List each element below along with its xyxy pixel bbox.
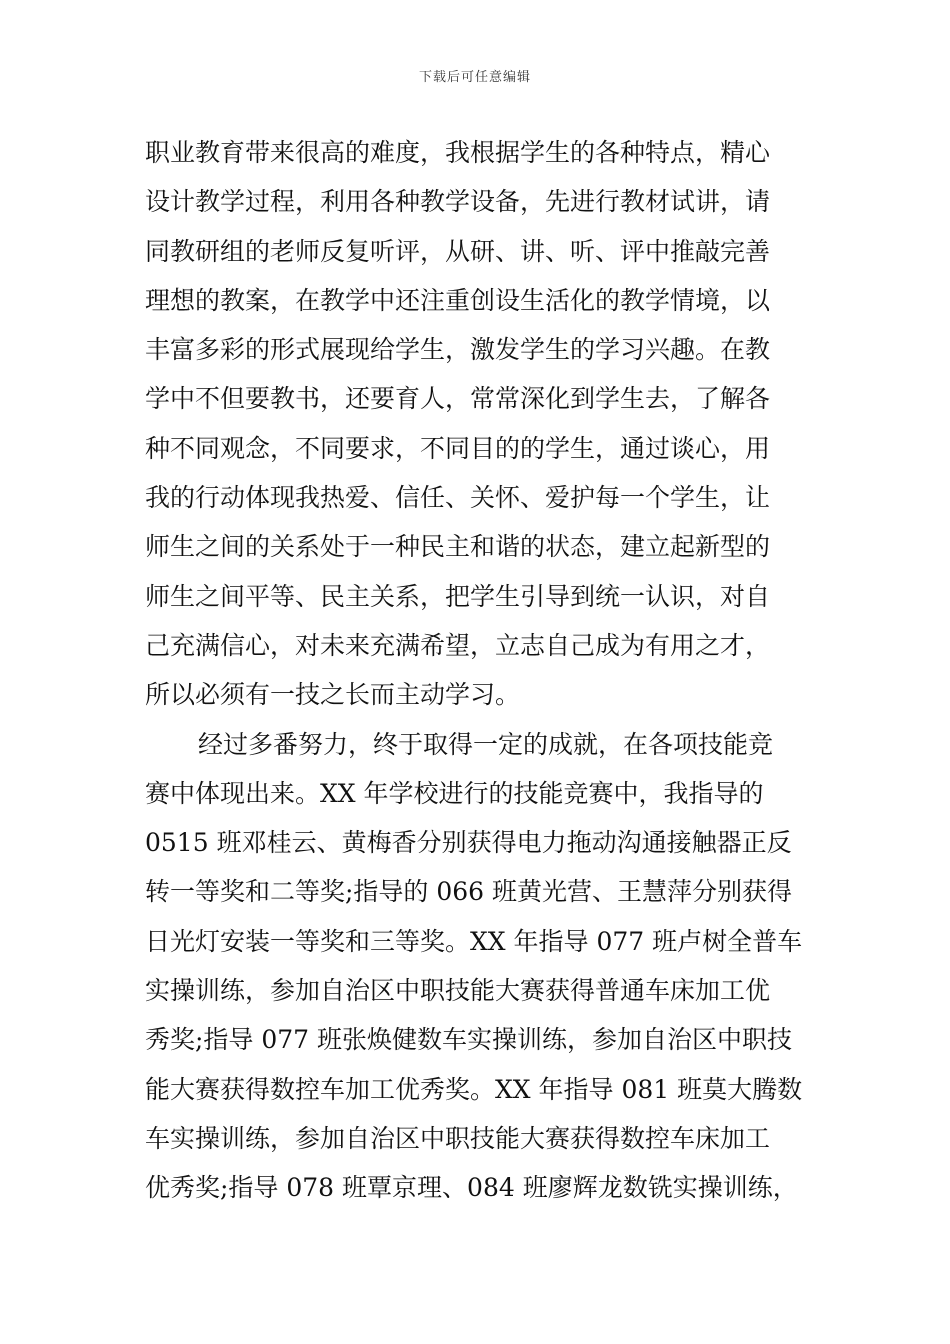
text-line: 转一等奖和二等奖;指导的 066 班黄光营、王慧萍分别获得 [145,877,793,907]
text-line: 能大赛获得数控车加工优秀奖。XX 年指导 081 班莫大腾数 [145,1074,803,1104]
text-line: 0515 班邓桂云、黄梅香分别获得电力拖动沟通接触器正反 [145,828,792,858]
text-line: 我的行动体现我热爱、信任、关怀、爱护每一个学生，让 [145,483,771,513]
text-line: 理想的教案，在教学中还注重创设生活化的教学情境，以 [145,285,771,315]
text-line: 日光灯安装一等奖和三等奖。XX 年指导 077 班卢树全普车 [145,926,803,956]
text-line: 优秀奖;指导 078 班覃京理、084 班廖辉龙数铣实操训练， [145,1173,798,1203]
text-line: 赛中体现出来。XX 年学校进行的技能竞赛中，我指导的 [145,778,764,808]
text-line: 师生之间平等、民主关系，把学生引导到统一认识，对自 [145,581,771,611]
text-line: 实操训练，参加自治区中职技能大赛获得普通车床加工优 [145,976,771,1006]
paragraph-2 [145,720,815,1213]
page-header: 下载后可任意编辑 [418,70,531,85]
text-line: 己充满信心，对未来充满希望，立志自己成为有用之才， [145,630,771,660]
text-line: 车实操训练，参加自治区中职技能大赛获得数控车床加工 [145,1123,771,1153]
text-line: 职业教育带来很高的难度，我根据学生的各种特点，精心 [145,138,771,167]
text-line: 经过多番努力，终于取得一定的成就，在各项技能竞 [198,729,774,759]
text-line: 学中不但要教书，还要育人，常常深化到学生去，了解各 [145,384,771,414]
text-line: 同教研组的老师反复听评，从研、讲、听、评中推敲完善 [145,236,771,266]
text-line: 设计教学过程，利用各种教学设备，先进行教材试讲，请 [145,187,771,217]
paragraph-1 [145,128,815,720]
text-line: 师生之间的关系处于一种民主和谐的状态，建立起新型的 [145,532,771,562]
text-line: 种不同观念，不同要求，不同目的的学生，通过谈心，用 [145,433,771,463]
document-body [145,128,815,1213]
text-line: 丰富多彩的形式展现给学生，激发学生的学习兴趣。在教 [145,335,771,365]
text-line: 所以必须有一技之长而主动学习。 [145,680,521,710]
text-line: 秀奖;指导 077 班张焕健数车实操训练，参加自治区中职技 [145,1025,793,1055]
